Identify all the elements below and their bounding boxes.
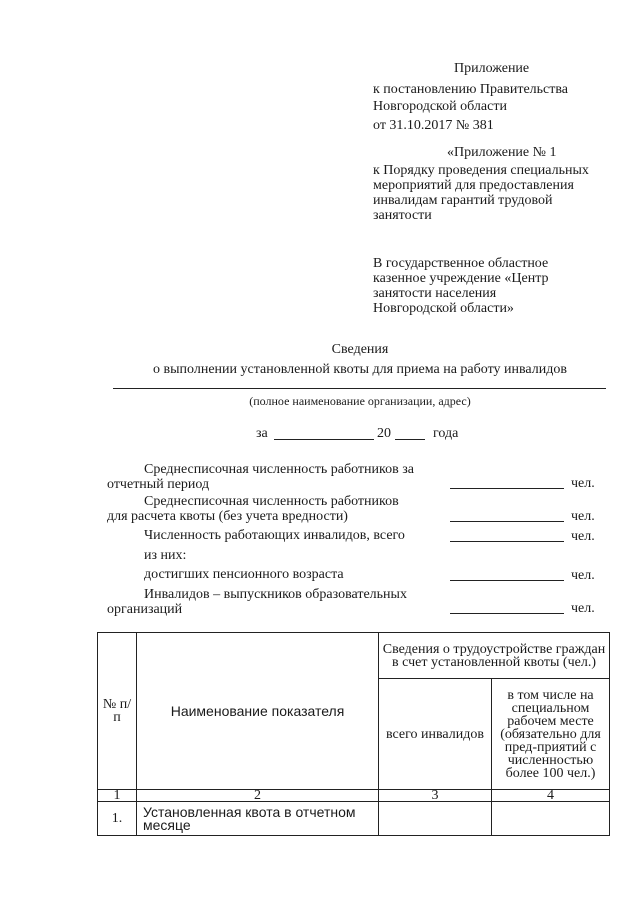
field-disabled-total-unit: чел. [571,529,595,544]
field-quota-headcount-unit: чел. [571,509,595,524]
header-num: № п/п [98,633,137,790]
field-quota-headcount: Среднесписочная численность работников для расчета квоты (без учета вредности) [107,494,399,524]
procedure-line: мероприятий для предоставления [373,178,574,193]
appendix-label: Приложение [454,61,530,76]
index-cell: 3 [379,790,492,802]
addressee-line: занятости населения [373,286,497,301]
resolution-reference: к постановлению Правительства [373,82,569,97]
field-pension-age: достигших пенсионного возраста [144,567,344,582]
header-special-workplace: в том числе на специальном рабочем месте (обязательно для пред-приятий с численностью более 100 чел.) [492,679,610,790]
row-num: 1. [98,802,137,836]
period-prefix: за [256,426,268,441]
table-row [98,802,610,836]
field-disabled-total: Численность работающих инвалидов, всего [144,528,405,543]
field-graduates: Инвалидов – выпускников образовательных организаций [107,587,407,617]
header-indicator-name: Наименование показателя [137,633,379,790]
resolution-date-number: от 31.10.2017 № 381 [373,118,494,133]
addressee-block [373,256,549,316]
organization-name-line[interactable] [113,388,606,389]
field-avg-headcount-blank[interactable] [450,488,564,489]
period-year-prefix: 20 [377,426,391,441]
field-of-them: из них: [144,548,187,563]
row-indicator-name: Установленная квота в отчетном месяце [137,802,379,836]
field-disabled-total-blank[interactable] [450,541,564,542]
header-employment-group: Сведения о трудоустройстве граждан в счет установленной квоты (чел.) [379,633,610,679]
period-year-blank[interactable] [395,439,425,440]
form-subtitle: о выполнении установленной квоты для приема на работу инвалидов [153,362,567,377]
quota-table [97,632,610,836]
region-name: Новгородской области [373,99,507,114]
field-quota-headcount-blank[interactable] [450,521,564,522]
appendix-1-label: «Приложение № 1 [447,145,557,160]
field-avg-headcount: Среднесписочная численность работников за отчетный период [107,462,414,492]
period-suffix: года [433,426,459,441]
field-pension-age-blank[interactable] [450,580,564,581]
row-total-cell[interactable] [379,802,492,836]
period-blank[interactable] [274,439,374,440]
form-heading: Сведения [331,342,389,357]
index-cell: 1 [98,790,137,802]
field-graduates-blank[interactable] [450,613,564,614]
organization-caption: (полное наименование организации, адрес) [249,394,471,408]
field-avg-headcount-unit: чел. [571,476,595,491]
addressee-line: В государственное областное [373,256,549,271]
row-special-cell[interactable] [492,802,610,836]
index-cell: 2 [137,790,379,802]
procedure-line: инвалидам гарантий трудовой [373,193,553,208]
index-cell: 4 [492,790,610,802]
header-total-disabled: всего инвалидов [379,679,492,790]
field-graduates-unit: чел. [571,601,595,616]
field-pension-age-unit: чел. [571,568,595,583]
procedure-reference [373,163,589,223]
procedure-line: занятости [373,208,432,223]
procedure-line: к Порядку проведения специальных [373,163,589,178]
addressee-line: Новгородской области» [373,301,514,316]
addressee-line: казенное учреждение «Центр [373,271,549,286]
